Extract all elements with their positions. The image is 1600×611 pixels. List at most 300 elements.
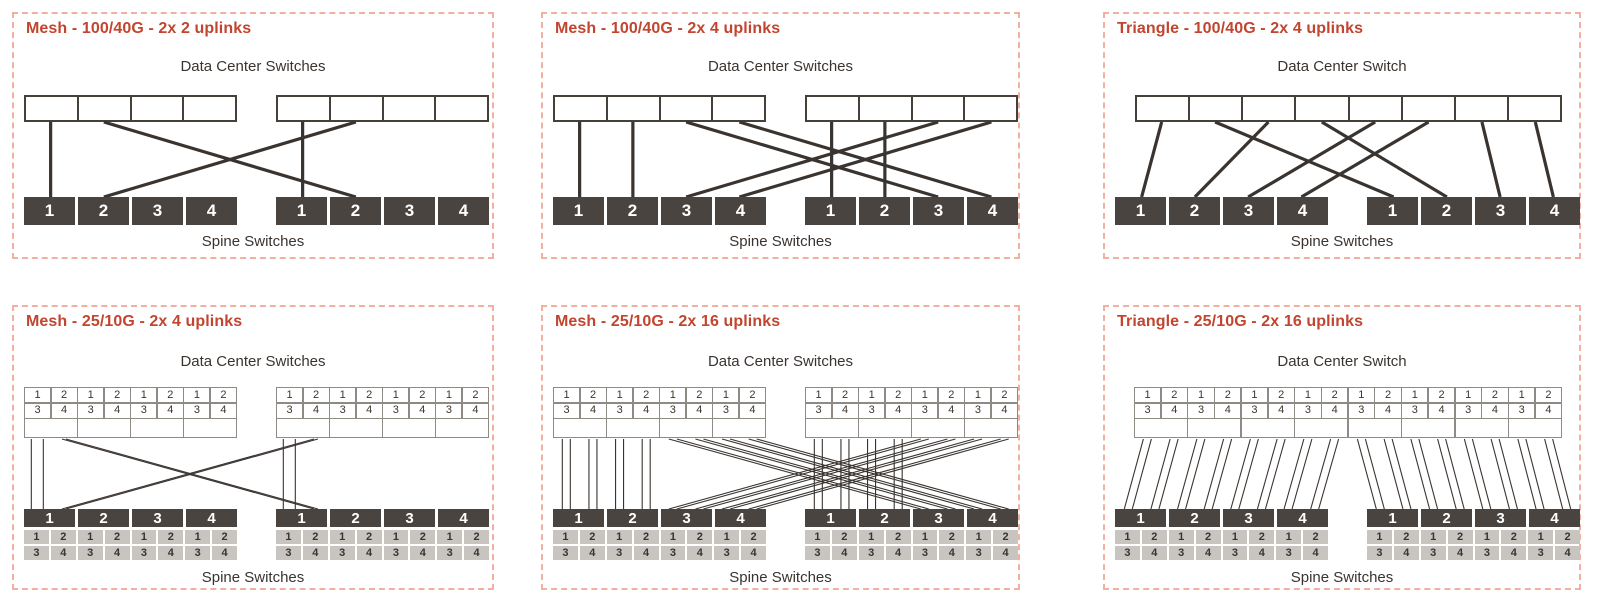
spine-port-cell: 2 [1555,530,1580,544]
dc-port-cell: 1 [184,388,209,402]
uplink-line [1132,439,1151,509]
dc-port-cell: 1 [383,388,408,402]
spine-port-cell: 1 [24,530,49,544]
spine-port-cell: 4 [832,546,857,560]
spine-port-cell: 3 [553,546,578,560]
dc-port-cell: 4 [1375,404,1400,418]
dc-port-cell: 2 [992,388,1017,402]
dc-port-cell: 1 [713,388,738,402]
dc-port-cell: 4 [886,404,911,418]
spine-port-cell: 2 [303,530,328,544]
spine-switch-row [553,509,766,527]
dc-port-cell: 1 [1349,388,1374,402]
spine-port-cell: 3 [276,546,301,560]
dc-port-cell: 3 [25,404,50,418]
panel-title: Triangle - 100/40G - 2x 4 uplinks [1117,20,1364,37]
spine-port-cell: 2 [464,530,489,544]
dc-port-cell: 1 [131,388,156,402]
spine-switch-box: 3 [132,197,183,225]
spine-switch-box: 3 [1475,197,1526,225]
spine-port-grid [24,530,237,560]
uplink-line [1178,439,1197,509]
uplink-line [1365,439,1384,509]
spine-switches-label: Spine Switches [729,233,832,250]
spine-port-cell: 1 [1276,530,1301,544]
spine-switch-box: 3 [661,197,712,225]
spine-port-cell: 3 [437,546,462,560]
uplink-line [1284,439,1304,509]
spine-port-cell: 1 [437,530,462,544]
spine-port-cell: 1 [185,530,210,544]
panel-title: Mesh - 25/10G - 2x 4 uplinks [26,313,243,330]
spine-port-cell: 1 [1169,530,1194,544]
data-center-switches-label: Data Center Switches [707,353,854,370]
uplink-line [1491,439,1509,509]
spine-switch-box: 4 [967,197,1018,225]
dc-port-cell: 1 [1509,388,1534,402]
spine-switch-box: 1 [24,509,75,527]
dc-port-cell: 4 [687,404,712,418]
uplink-line [1231,439,1251,509]
spine-port-cell: 4 [993,546,1018,560]
spine-port-cell: 1 [1223,530,1248,544]
dc-port-cell: 3 [806,404,831,418]
spine-port-cell: 3 [966,546,991,560]
uplink-line [1322,122,1447,197]
spine-port-cell: 4 [158,546,183,560]
spine-port-cell: 4 [303,546,328,560]
uplink-line [1151,439,1170,509]
spine-port-cell: 4 [1249,546,1274,560]
uplink-line [1518,439,1536,509]
spine-port-cell: 4 [634,546,659,560]
spine-switch-box: 2 [1421,509,1472,527]
dc-port-cell: 3 [383,404,408,418]
uplink-line [1239,439,1259,509]
uplink-line [1319,439,1339,509]
spine-switch-box: 4 [438,509,489,527]
data-center-switches-label: Data Center Switches [180,58,326,75]
dc-port-cell: 2 [105,388,130,402]
data-center-switches-label: Data Center Switches [180,353,326,370]
dc-port-cell: 3 [1349,404,1374,418]
dc-port-cell: 4 [1536,404,1561,418]
dc-port-cell: 2 [211,388,236,402]
spine-switch-row [805,197,1018,225]
uplink-line [1124,439,1143,509]
dc-port-cell: 4 [581,404,606,418]
spine-switch-box: 2 [330,197,381,225]
spine-port-cell: 3 [661,546,686,560]
spine-port-cell: 1 [553,530,578,544]
spine-port-cell: 4 [51,546,76,560]
uplink-line [1292,439,1312,509]
spine-switch-box: 4 [438,197,489,225]
spine-switch-row [805,509,1018,527]
dc-port-cell: 4 [52,404,77,418]
spine-switch-box: 4 [186,509,237,527]
panel-triangle-25-10g-2x16-uplinks [1103,305,1581,590]
dc-port-cell: 3 [607,404,632,418]
dc-port-cell: 2 [740,388,765,402]
spine-port-cell: 1 [1421,530,1446,544]
spine-port-cell: 2 [939,530,964,544]
spine-switch-box: 3 [913,197,964,225]
spine-port-cell: 4 [212,546,237,560]
spine-port-grid [276,530,489,560]
spine-switch-box: 3 [384,509,435,527]
dc-port-cell: 4 [1162,404,1187,418]
spine-switch-box: 1 [1367,509,1418,527]
uplink-line [1553,439,1571,509]
spine-switch-box: 4 [1277,509,1328,527]
dc-port-cell: 4 [1429,404,1454,418]
dc-port-cell: 3 [131,404,156,418]
spine-port-cell: 3 [78,546,103,560]
dc-port-cell: 4 [357,404,382,418]
dc-port-cell: 1 [78,388,103,402]
spine-port-cell: 4 [1394,546,1419,560]
spine-switches-label: Spine Switches [201,569,305,586]
data-center-switches-label: Data Center Switches [707,58,854,75]
spine-switches-label: Spine Switches [1290,233,1394,250]
spine-port-grid [805,530,1018,560]
topology-diagram [1105,307,1579,588]
spine-port-cell: 3 [1421,546,1446,560]
dc-port-cell: 4 [463,404,488,418]
uplink-line [1464,439,1482,509]
spine-port-cell: 2 [1303,530,1328,544]
uplink-line [1545,439,1563,509]
spine-port-cell: 3 [607,546,632,560]
dc-port-cell: 2 [1269,388,1294,402]
dc-port-cell: 1 [1295,388,1320,402]
dc-port-cell: 2 [52,388,77,402]
spine-port-cell: 3 [24,546,49,560]
dc-port-cell: 4 [410,404,435,418]
dc-port-cell: 1 [554,388,579,402]
dc-port-cell: 4 [634,404,659,418]
spine-switch-box: 3 [132,509,183,527]
topology-diagram [14,307,492,588]
uplink-line [1384,439,1403,509]
spine-switch-box: 3 [384,197,435,225]
spine-port-cell: 2 [687,530,712,544]
dc-port-cell: 3 [184,404,209,418]
spine-port-cell: 4 [1501,546,1526,560]
spine-port-cell: 3 [1115,546,1140,560]
spine-port-cell: 1 [859,530,884,544]
spine-port-cell: 1 [276,530,301,544]
spine-port-cell: 3 [384,546,409,560]
spine-switch-box: 2 [1169,509,1220,527]
uplink-line [1195,122,1269,197]
spine-port-cell: 2 [1394,530,1419,544]
dc-port-cell: 4 [1215,404,1240,418]
spine-port-cell: 1 [1367,530,1392,544]
dc-port-cell: 3 [1242,404,1267,418]
dc-port-cell: 2 [581,388,606,402]
panel-triangle-100-40g-2x4-uplinks [1103,12,1581,259]
spine-port-grid [1115,530,1328,560]
spine-port-cell: 4 [105,546,130,560]
spine-port-cell: 3 [859,546,884,560]
dc-port-cell: 3 [78,404,103,418]
spine-switch-row [276,509,489,527]
spine-switch-box: 1 [553,509,604,527]
spine-port-cell: 2 [580,530,605,544]
spine-port-cell: 4 [1196,546,1221,560]
spine-port-cell: 3 [132,546,157,560]
spine-switch-box: 2 [859,509,910,527]
panel-mesh-100-40g-2x4-uplinks [541,12,1020,259]
uplink-line [1482,122,1500,197]
spine-port-cell: 4 [1303,546,1328,560]
uplink-line [1248,122,1375,197]
uplink-line [1499,439,1517,509]
dc-port-cell: 2 [1536,388,1561,402]
dc-port-cell: 2 [1482,388,1507,402]
dc-port-cell: 4 [992,404,1017,418]
panel-mesh-25-10g-2x16-uplinks [541,305,1020,590]
dc-port-cell: 2 [886,388,911,402]
spine-port-cell: 2 [993,530,1018,544]
dc-port-cell: 3 [1509,404,1534,418]
spine-port-cell: 3 [913,546,938,560]
spine-switch-box: 1 [1115,509,1166,527]
uplink-line [1419,439,1438,509]
uplink-line [1472,439,1490,509]
spine-switch-box: 2 [78,197,129,225]
spine-switch-row [24,197,237,225]
spine-switch-box: 1 [276,509,327,527]
spine-port-cell: 3 [1475,546,1500,560]
topology-diagram [14,14,492,257]
dc-port-cell: 2 [410,388,435,402]
uplink-line [1159,439,1178,509]
spine-port-cell: 1 [1115,530,1140,544]
panel-title: Triangle - 25/10G - 2x 16 uplinks [1117,313,1364,330]
spine-switch-row [553,197,766,225]
dc-port-cell: 1 [1188,388,1213,402]
dc-port-cell: 2 [1322,388,1347,402]
panel-title: Mesh - 25/10G - 2x 16 uplinks [555,313,781,330]
spine-port-cell: 2 [158,530,183,544]
dc-port-cell: 3 [1188,404,1213,418]
spine-port-cell: 1 [966,530,991,544]
spine-port-cell: 3 [805,546,830,560]
dc-port-cell: 4 [1322,404,1347,418]
topology-diagram [1105,14,1579,257]
dc-port-cell: 1 [1402,388,1427,402]
uplink-line [1357,439,1376,509]
spine-port-grid [553,530,766,560]
spine-port-cell: 2 [357,530,382,544]
uplink-line [1392,439,1411,509]
spine-switch-box: 4 [715,197,766,225]
data-center-switch-label: Data Center Switch [1277,58,1407,75]
dc-port-cell: 1 [1135,388,1160,402]
dc-port-cell: 2 [1162,388,1187,402]
uplink-line [1526,439,1544,509]
dc-port-cell: 3 [436,404,461,418]
spine-port-cell: 4 [741,546,766,560]
dc-port-cell: 2 [1429,388,1454,402]
dc-port-cell: 2 [1215,388,1240,402]
spine-port-cell: 3 [330,546,355,560]
uplink-line [1438,439,1457,509]
spine-switch-row [1367,197,1580,225]
spine-switch-row [1115,509,1328,527]
dc-port-cell: 2 [833,388,858,402]
spine-port-cell: 4 [464,546,489,560]
dc-port-cell: 2 [304,388,329,402]
spine-port-cell: 1 [1475,530,1500,544]
spine-switch-box: 3 [1475,509,1526,527]
spine-switch-box: 4 [967,509,1018,527]
spine-port-cell: 1 [661,530,686,544]
dc-port-cell: 1 [1242,388,1267,402]
spine-port-cell: 4 [687,546,712,560]
uplink-line [1311,439,1331,509]
spine-port-cell: 2 [1196,530,1221,544]
dc-port-cell: 1 [277,388,302,402]
spine-switch-box: 3 [661,509,712,527]
spine-switch-box: 1 [24,197,75,225]
spine-port-cell: 1 [78,530,103,544]
dc-port-cell: 1 [965,388,990,402]
spine-port-cell: 2 [886,530,911,544]
dc-port-cell: 3 [965,404,990,418]
spine-switch-box: 4 [1529,509,1580,527]
dc-port-cell: 4 [1269,404,1294,418]
dc-port-cell: 3 [1135,404,1160,418]
dc-port-cell: 4 [105,404,130,418]
spine-port-cell: 3 [1276,546,1301,560]
dc-port-cell: 2 [687,388,712,402]
dc-port-cell: 4 [833,404,858,418]
spine-switch-row [276,197,489,225]
dc-port-cell: 3 [1456,404,1481,418]
dc-port-cell: 4 [939,404,964,418]
spine-switch-row [1115,197,1328,225]
spine-switch-box: 2 [1169,197,1220,225]
uplink-line [1204,439,1223,509]
spine-switch-box: 4 [715,509,766,527]
spine-port-cell: 4 [1448,546,1473,560]
spine-switch-row [24,509,237,527]
uplink-line [1411,439,1430,509]
dc-port-cell: 2 [158,388,183,402]
spine-switch-box: 2 [78,509,129,527]
spine-port-cell: 1 [1528,530,1553,544]
dc-port-cell: 1 [660,388,685,402]
dc-port-cell: 3 [660,404,685,418]
topology-diagram [543,14,1018,257]
uplink-line [1186,439,1205,509]
dc-port-cell: 3 [554,404,579,418]
dc-port-cell: 4 [158,404,183,418]
spine-port-cell: 3 [1169,546,1194,560]
dc-port-cell: 1 [1456,388,1481,402]
spine-switch-box: 1 [1367,197,1418,225]
dc-port-cell: 2 [1375,388,1400,402]
dc-port-cell: 4 [304,404,329,418]
spine-port-cell: 2 [1501,530,1526,544]
spine-port-cell: 2 [1142,530,1167,544]
dc-port-cell: 3 [330,404,355,418]
spine-switch-box: 4 [186,197,237,225]
uplink-line [1212,439,1231,509]
dc-port-cell: 1 [912,388,937,402]
spine-port-cell: 1 [805,530,830,544]
spine-port-cell: 4 [580,546,605,560]
dc-port-cell: 3 [912,404,937,418]
spine-port-cell: 3 [1367,546,1392,560]
spine-port-cell: 3 [185,546,210,560]
spine-switch-row [1367,509,1580,527]
spine-port-cell: 4 [357,546,382,560]
spine-port-cell: 2 [1249,530,1274,544]
spine-switches-label: Spine Switches [1290,569,1394,586]
dc-port-cell: 3 [859,404,884,418]
spine-switch-box: 2 [1421,197,1472,225]
spine-port-cell: 2 [410,530,435,544]
spine-port-cell: 1 [607,530,632,544]
spine-port-cell: 1 [913,530,938,544]
dc-port-cell: 2 [939,388,964,402]
spine-port-cell: 2 [51,530,76,544]
spine-port-cell: 2 [832,530,857,544]
dc-port-cell: 3 [277,404,302,418]
dc-port-cell: 3 [1402,404,1427,418]
spine-port-cell: 4 [939,546,964,560]
topology-diagram [543,307,1018,588]
spine-port-cell: 2 [741,530,766,544]
spine-port-cell: 1 [132,530,157,544]
spine-port-cell: 3 [714,546,739,560]
spine-port-cell: 4 [410,546,435,560]
spine-port-cell: 1 [384,530,409,544]
spine-switch-box: 1 [276,197,327,225]
dc-port-cell: 4 [1482,404,1507,418]
spine-switches-label: Spine Switches [201,233,305,250]
spine-switch-box: 1 [805,509,856,527]
dc-port-cell: 2 [357,388,382,402]
panel-mesh-25-10g-2x4-uplinks [12,305,494,590]
spine-port-cell: 2 [1448,530,1473,544]
spine-port-cell: 4 [886,546,911,560]
spine-switch-box: 1 [805,197,856,225]
spine-switches-label: Spine Switches [729,569,832,586]
spine-switch-box: 3 [1223,197,1274,225]
dc-port-cell: 1 [25,388,50,402]
spine-switch-box: 4 [1277,197,1328,225]
panel-title: Mesh - 100/40G - 2x 4 uplinks [555,20,781,37]
dc-port-cell: 1 [607,388,632,402]
panel-title: Mesh - 100/40G - 2x 2 uplinks [26,20,252,37]
dc-port-cell: 4 [740,404,765,418]
spine-port-cell: 2 [212,530,237,544]
spine-port-cell: 1 [330,530,355,544]
dc-port-cell: 4 [211,404,236,418]
spine-port-cell: 2 [634,530,659,544]
dc-port-cell: 2 [634,388,659,402]
uplink-line [1535,122,1553,197]
spine-switch-box: 2 [607,197,658,225]
uplink-line [1142,122,1162,197]
spine-port-cell: 3 [1223,546,1248,560]
